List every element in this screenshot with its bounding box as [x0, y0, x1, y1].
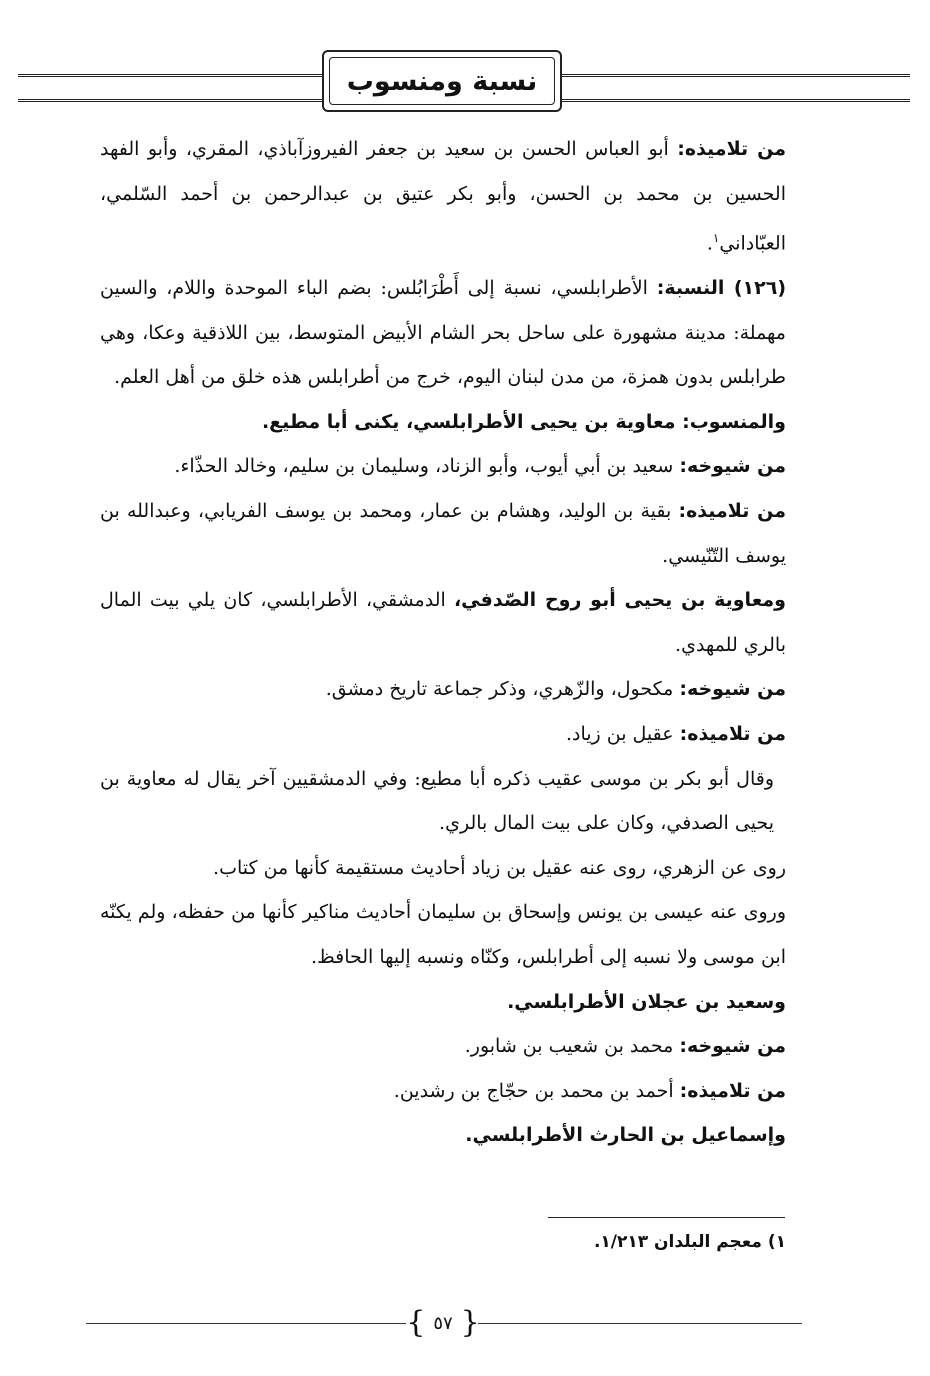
paragraph: من تلاميذه: عقيل بن زياد.: [565, 723, 786, 746]
paragraph: من شيوخه: محمد بن شعيب بن شابور.: [464, 1035, 786, 1058]
brace-right-icon: }: [460, 1305, 480, 1340]
paragraph: من تلاميذه: أبو العباس الحسن بن سعيد بن جعفر الفيروزآباذي، المقري، وأبو الفهد الحسين بن محمد بن الحسن، وأبو بكر عتيق بن عبدالرحمن بن أحمد السّلمي، العبّاداني$^١$.: [100, 138, 786, 255]
paragraph: من شيوخه: مكحول، والزّهري، وذكر جماعة تاريخ دمشق.: [325, 678, 786, 701]
paragraph: روى عن الزهري، روى عنه عقيل بن زياد أحاديث مستقيمة كأنها من كتاب.: [213, 856, 786, 879]
body-text: [100, 127, 786, 1158]
paragraph: (١٢٦) النسبة: الأطرابلسي، نسبة إلى أَطْرَابُلس: بضم الباء الموحدة واللام، والسين مهملة: مدينة مشهورة على ساحل بحر الشام الأبيض المتوسط، بين اللاذقية وعكا، وهي طرابلس بدون همزة، من مدن لبنان اليوم، خرج من أطرابلس هذه خلق من أهل العلم.: [100, 277, 786, 389]
page-number: [408, 1303, 478, 1343]
running-header: [322, 50, 562, 112]
footnote: ١) معجم البلدان ١/٢١٣.: [593, 1232, 786, 1252]
paragraph: وإسماعيل بن الحارث الأطرابلسي.: [465, 1124, 786, 1147]
header-rule-right: [562, 74, 910, 102]
paragraph: وروى عنه عيسى بن يونس وإسحاق بن سليمان أحاديث مناكير كأنها من حفظه، ولم يكنّه ابن موسى ولا نسبه إلى أطرابلس، وكنّاه ونسبه إليها الحافظ.: [100, 901, 786, 969]
paragraph: من تلاميذه: أحمد بن محمد بن حجّاج بن رشدين.: [393, 1079, 786, 1102]
paragraph: وقال أبو بكر بن موسى عقيب ذكره أبا مطيع: وفي الدمشقيين آخر يقال له معاوية بن يحيى الصدفي، وكان على بيت المال بالري.: [100, 767, 774, 835]
running-header-title: نسبة ومنسوب: [329, 57, 555, 105]
footnote-marker[interactable]: ١: [712, 231, 720, 246]
footer-rule-right: [478, 1323, 802, 1324]
brace-left-icon: {: [406, 1305, 426, 1340]
paragraph: ومعاوية بن يحيى أبو روح الصّدفي، الدمشقي، الأطرابلسي، كان يلي بيت المال بالري للمهدي.: [100, 589, 786, 656]
paragraph: وسعيد بن عجلان الأطرابلسي.: [507, 990, 786, 1013]
page-number-value: ٥٧: [433, 1312, 453, 1334]
header-rule-left: [18, 74, 323, 102]
footer-rule-left: [86, 1323, 406, 1324]
paragraph: من شيوخه: سعيد بن أبي أيوب، وأبو الزناد، وسليمان بن سليم، وخالد الحذّاء.: [174, 455, 786, 478]
paragraph: والمنسوب: معاوية بن يحيى الأطرابلسي، يكنى أبا مطيع.: [261, 410, 786, 433]
footnote-separator: [548, 1217, 785, 1218]
paragraph: من تلاميذه: بقية بن الوليد، وهشام بن عمار، ومحمد بن يوسف الفريابي، وعبدالله بن يوسف التّنّيسي.: [100, 500, 786, 567]
